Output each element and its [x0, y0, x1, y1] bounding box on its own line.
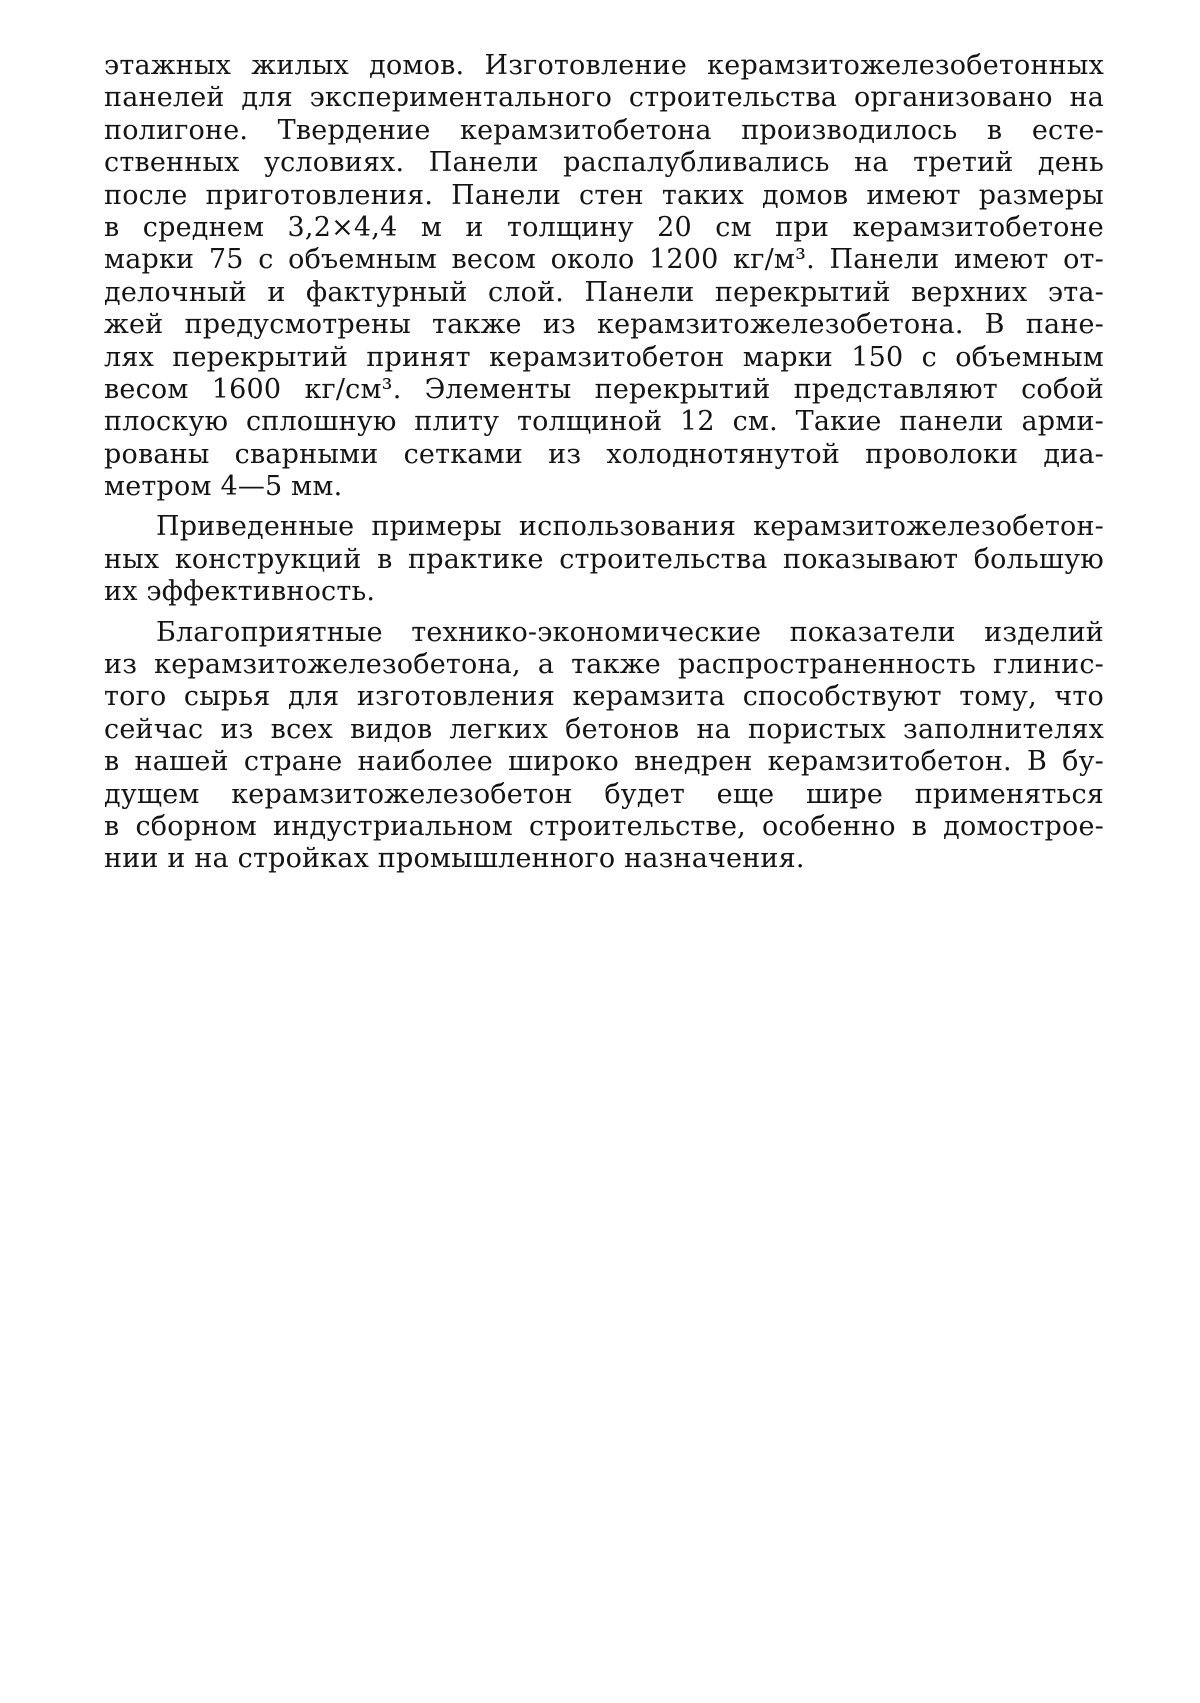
text-line: в нашей стране наиболее широко внедрен керамзитобетон. В бу- [104, 746, 1104, 778]
text-line: Благоприятные технико-экономические показатели изделий [156, 616, 1104, 648]
text-line: панелей для экспериментального строительства организовано на [104, 82, 1104, 114]
text-line: ных конструкций в практике строительства показывают большую [104, 543, 1104, 575]
paragraph-1 [104, 50, 1104, 503]
text-line: жей предусмотрены также из керамзитожелезобетона. В пане- [104, 309, 1104, 341]
text-line: после приготовления. Панели стен таких домов имеют размеры [104, 179, 1104, 211]
text-line: рованы сварными сетками из холоднотянутой проволоки диа- [104, 438, 1104, 470]
text-line: их эффективность. [104, 576, 376, 608]
paragraph-3 [104, 617, 1104, 876]
text-line: плоскую сплошную плиту толщиной 12 см. Такие панели арми- [104, 406, 1104, 438]
text-line: из керамзитожелезобетона, а также распространенность глинис- [104, 649, 1104, 681]
text-line: в среднем 3,2×4,4 м и толщину 20 см при керамзитобетоне [104, 211, 1104, 243]
text-line: Приведенные примеры использования керамзитожелезобетон- [156, 511, 1104, 543]
text-line: в сборном индустриальном строительстве, особенно в домострое- [104, 810, 1104, 842]
text-line: того сырья для изготовления керамзита способствуют тому, что [104, 681, 1104, 713]
body-text [104, 50, 1104, 884]
paragraph-2 [104, 511, 1104, 608]
text-line: метром 4—5 мм. [104, 471, 343, 503]
text-line: сейчас из всех видов легких бетонов на пористых заполнителях [104, 713, 1104, 745]
text-line: нии и на стройках промышленного назначения. [104, 843, 805, 875]
text-line: дущем керамзитожелезобетон будет еще шире применяться [104, 778, 1104, 810]
text-line: марки 75 с объемным весом около 1200 кг/м³. Панели имеют от- [104, 244, 1104, 276]
text-line: делочный и фактурный слой. Панели перекрытий верхних эта- [104, 276, 1104, 308]
text-line: лях перекрытий принят керамзитобетон марки 150 с объемным [104, 341, 1104, 373]
text-line: полигоне. Твердение керамзитобетона производилось в есте- [104, 114, 1104, 146]
text-line: ственных условиях. Панели распалубливались на третий день [104, 147, 1104, 179]
text-line: этажных жилых домов. Изготовление керамзитожелезобетонных [104, 50, 1104, 81]
text-line: весом 1600 кг/см³. Элементы перекрытий представляют собой [104, 373, 1104, 405]
